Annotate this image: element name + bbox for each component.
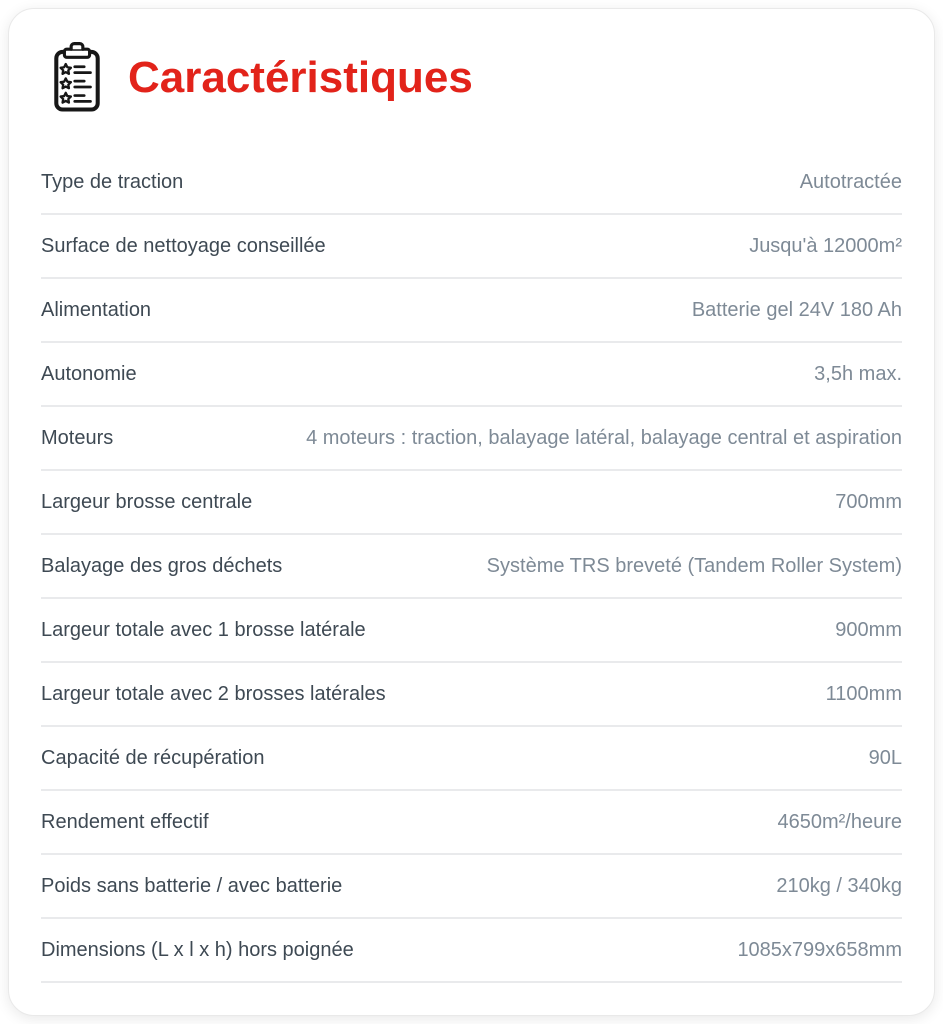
spec-label: Rendement effectif <box>41 811 209 833</box>
spec-value: Système TRS breveté (Tandem Roller System) <box>486 555 902 577</box>
spec-label: Moteurs <box>41 427 114 449</box>
spec-value: Autotractée <box>799 171 902 193</box>
spec-label: Capacité de récupération <box>41 747 265 769</box>
spec-row <box>41 855 902 919</box>
clipboard-checklist-icon <box>50 42 104 114</box>
spec-row <box>41 215 902 279</box>
spec-value: 4650m²/heure <box>777 811 902 833</box>
specs-table <box>41 151 902 983</box>
spec-row <box>41 279 902 343</box>
spec-row <box>41 535 902 599</box>
spec-value: 900mm <box>835 619 902 641</box>
page-title: Caractéristiques <box>128 53 473 102</box>
spec-label: Surface de nettoyage conseillée <box>41 235 326 257</box>
spec-row <box>41 471 902 535</box>
spec-label: Poids sans batterie / avec batterie <box>41 875 343 897</box>
spec-value: 700mm <box>835 491 902 513</box>
spec-label: Dimensions (L x l x h) hors poignée <box>41 939 354 961</box>
spec-value: 3,5h max. <box>814 363 902 385</box>
spec-value: Batterie gel 24V 180 Ah <box>691 299 902 321</box>
spec-row <box>41 791 902 855</box>
spec-row <box>41 727 902 791</box>
spec-value: 210kg / 340kg <box>776 875 902 897</box>
spec-label: Balayage des gros déchets <box>41 555 283 577</box>
spec-row <box>41 663 902 727</box>
spec-value: 1100mm <box>825 683 902 705</box>
card-header <box>50 37 902 119</box>
spec-value: 4 moteurs : traction, balayage latéral, balayage central et aspiration <box>306 427 902 449</box>
spec-row <box>41 599 902 663</box>
spec-value: 90L <box>868 747 902 769</box>
spec-value: Jusqu'à 12000m² <box>749 235 902 257</box>
characteristics-card <box>8 8 935 1016</box>
spec-row <box>41 343 902 407</box>
spec-label: Alimentation <box>41 299 152 321</box>
spec-label: Type de traction <box>41 171 184 193</box>
spec-label: Largeur totale avec 2 brosses latérales <box>41 683 386 705</box>
spec-label: Largeur totale avec 1 brosse latérale <box>41 619 366 641</box>
spec-label: Autonomie <box>41 363 137 385</box>
spec-value: 1085x799x658mm <box>737 939 902 961</box>
spec-row <box>41 919 902 983</box>
spec-label: Largeur brosse centrale <box>41 491 253 513</box>
spec-row <box>41 407 902 471</box>
spec-row <box>41 151 902 215</box>
